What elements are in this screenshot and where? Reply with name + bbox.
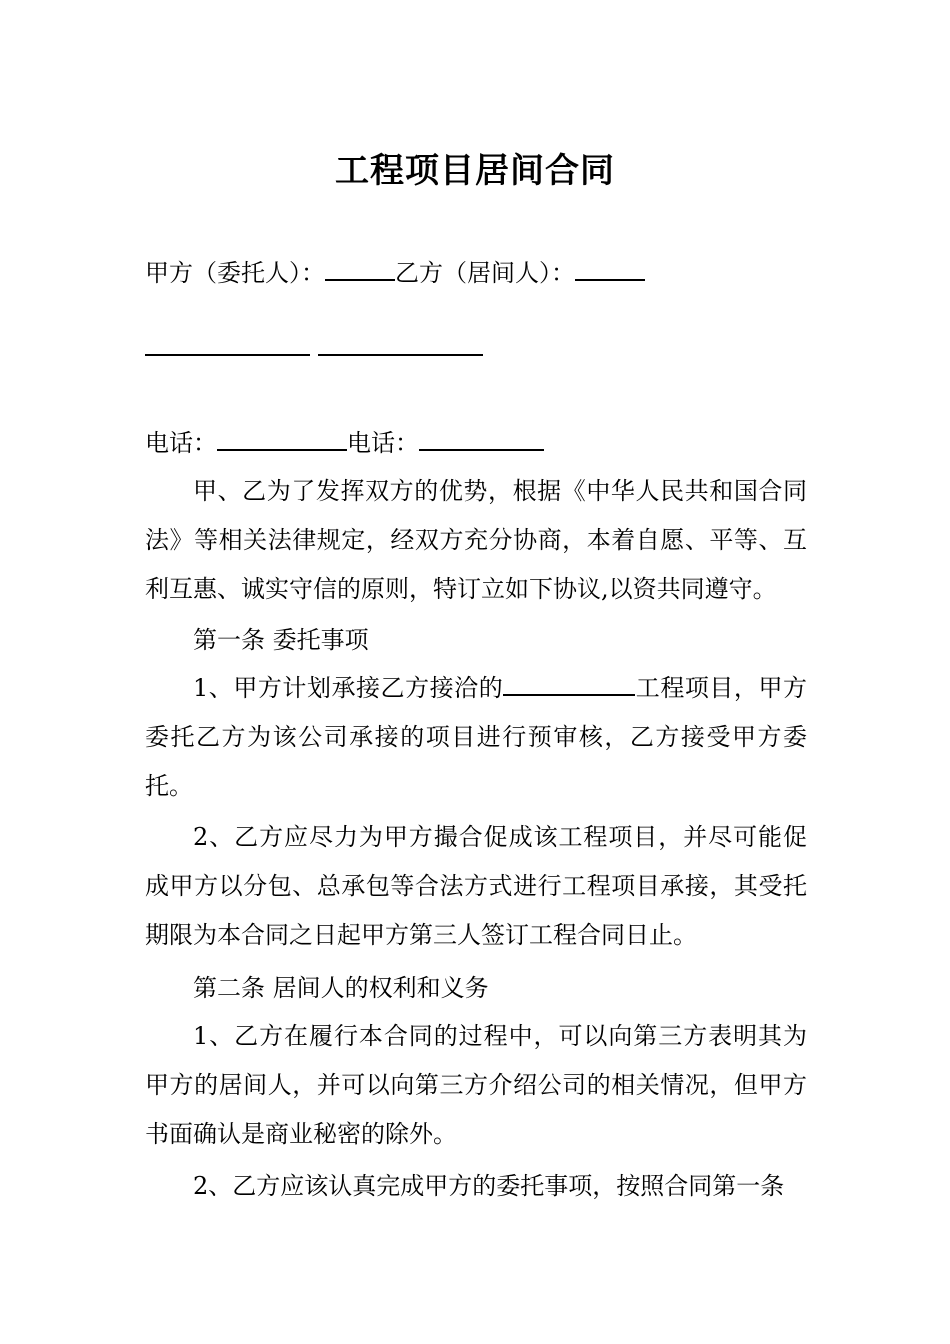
article-1-item-1-before: 1、甲方计划承接乙方接洽的 xyxy=(193,674,504,702)
article-2-heading: 第二条 居间人的权利和义务 xyxy=(193,974,489,1002)
party-b-label: 乙方（居间人）： xyxy=(395,259,575,287)
phone-b-blank xyxy=(419,425,544,451)
phone-a-blank xyxy=(217,425,347,451)
intro-paragraph: 甲、乙为了发挥双方的优势，根据《中华人民共和国合同法》等相关法律规定，经双方充分协商，本着自愿、平等、互利互惠、诚实守信的原则，特订立如下协议,以资共同遵守。 xyxy=(145,477,807,603)
party-address-blanks xyxy=(145,330,825,364)
article-1-item-1-after: 工程项目，甲方委托乙方为该公司承接的项目进行预审核，乙方接受甲方委托。 xyxy=(145,674,808,800)
party-b-address-blank xyxy=(318,330,483,356)
party-a-blank xyxy=(325,255,395,281)
document-title: 工程项目居间合同 xyxy=(335,151,615,191)
party-line xyxy=(145,255,825,289)
article-1-item-2: 2、乙方应尽力为甲方撮合促成该工程项目，并尽可能促成甲方以分包、总承包等合法方式进行工程项目承接，其受托期限为本合同之日起甲方第三人签订工程合同日止。 xyxy=(145,823,807,949)
party-b-blank xyxy=(575,255,645,281)
phone-b-label: 电话： xyxy=(347,429,419,457)
article-2-item-2: 2、乙方应该认真完成甲方的委托事项，按照合同第一条 xyxy=(193,1172,785,1200)
party-a-address-blank xyxy=(145,330,310,356)
phone-line xyxy=(145,425,825,459)
article-1-heading: 第一条 委托事项 xyxy=(193,626,369,654)
project-name-blank xyxy=(503,670,635,696)
article-1-item-1 xyxy=(145,664,807,811)
party-a-label: 甲方（委托人）： xyxy=(145,259,325,287)
article-2-item-1: 1、乙方在履行本合同的过程中，可以向第三方表明其为甲方的居间人，并可以向第三方介绍公司的相关情况，但甲方书面确认是商业秘密的除外。 xyxy=(145,1022,807,1148)
phone-a-label: 电话： xyxy=(145,429,217,457)
